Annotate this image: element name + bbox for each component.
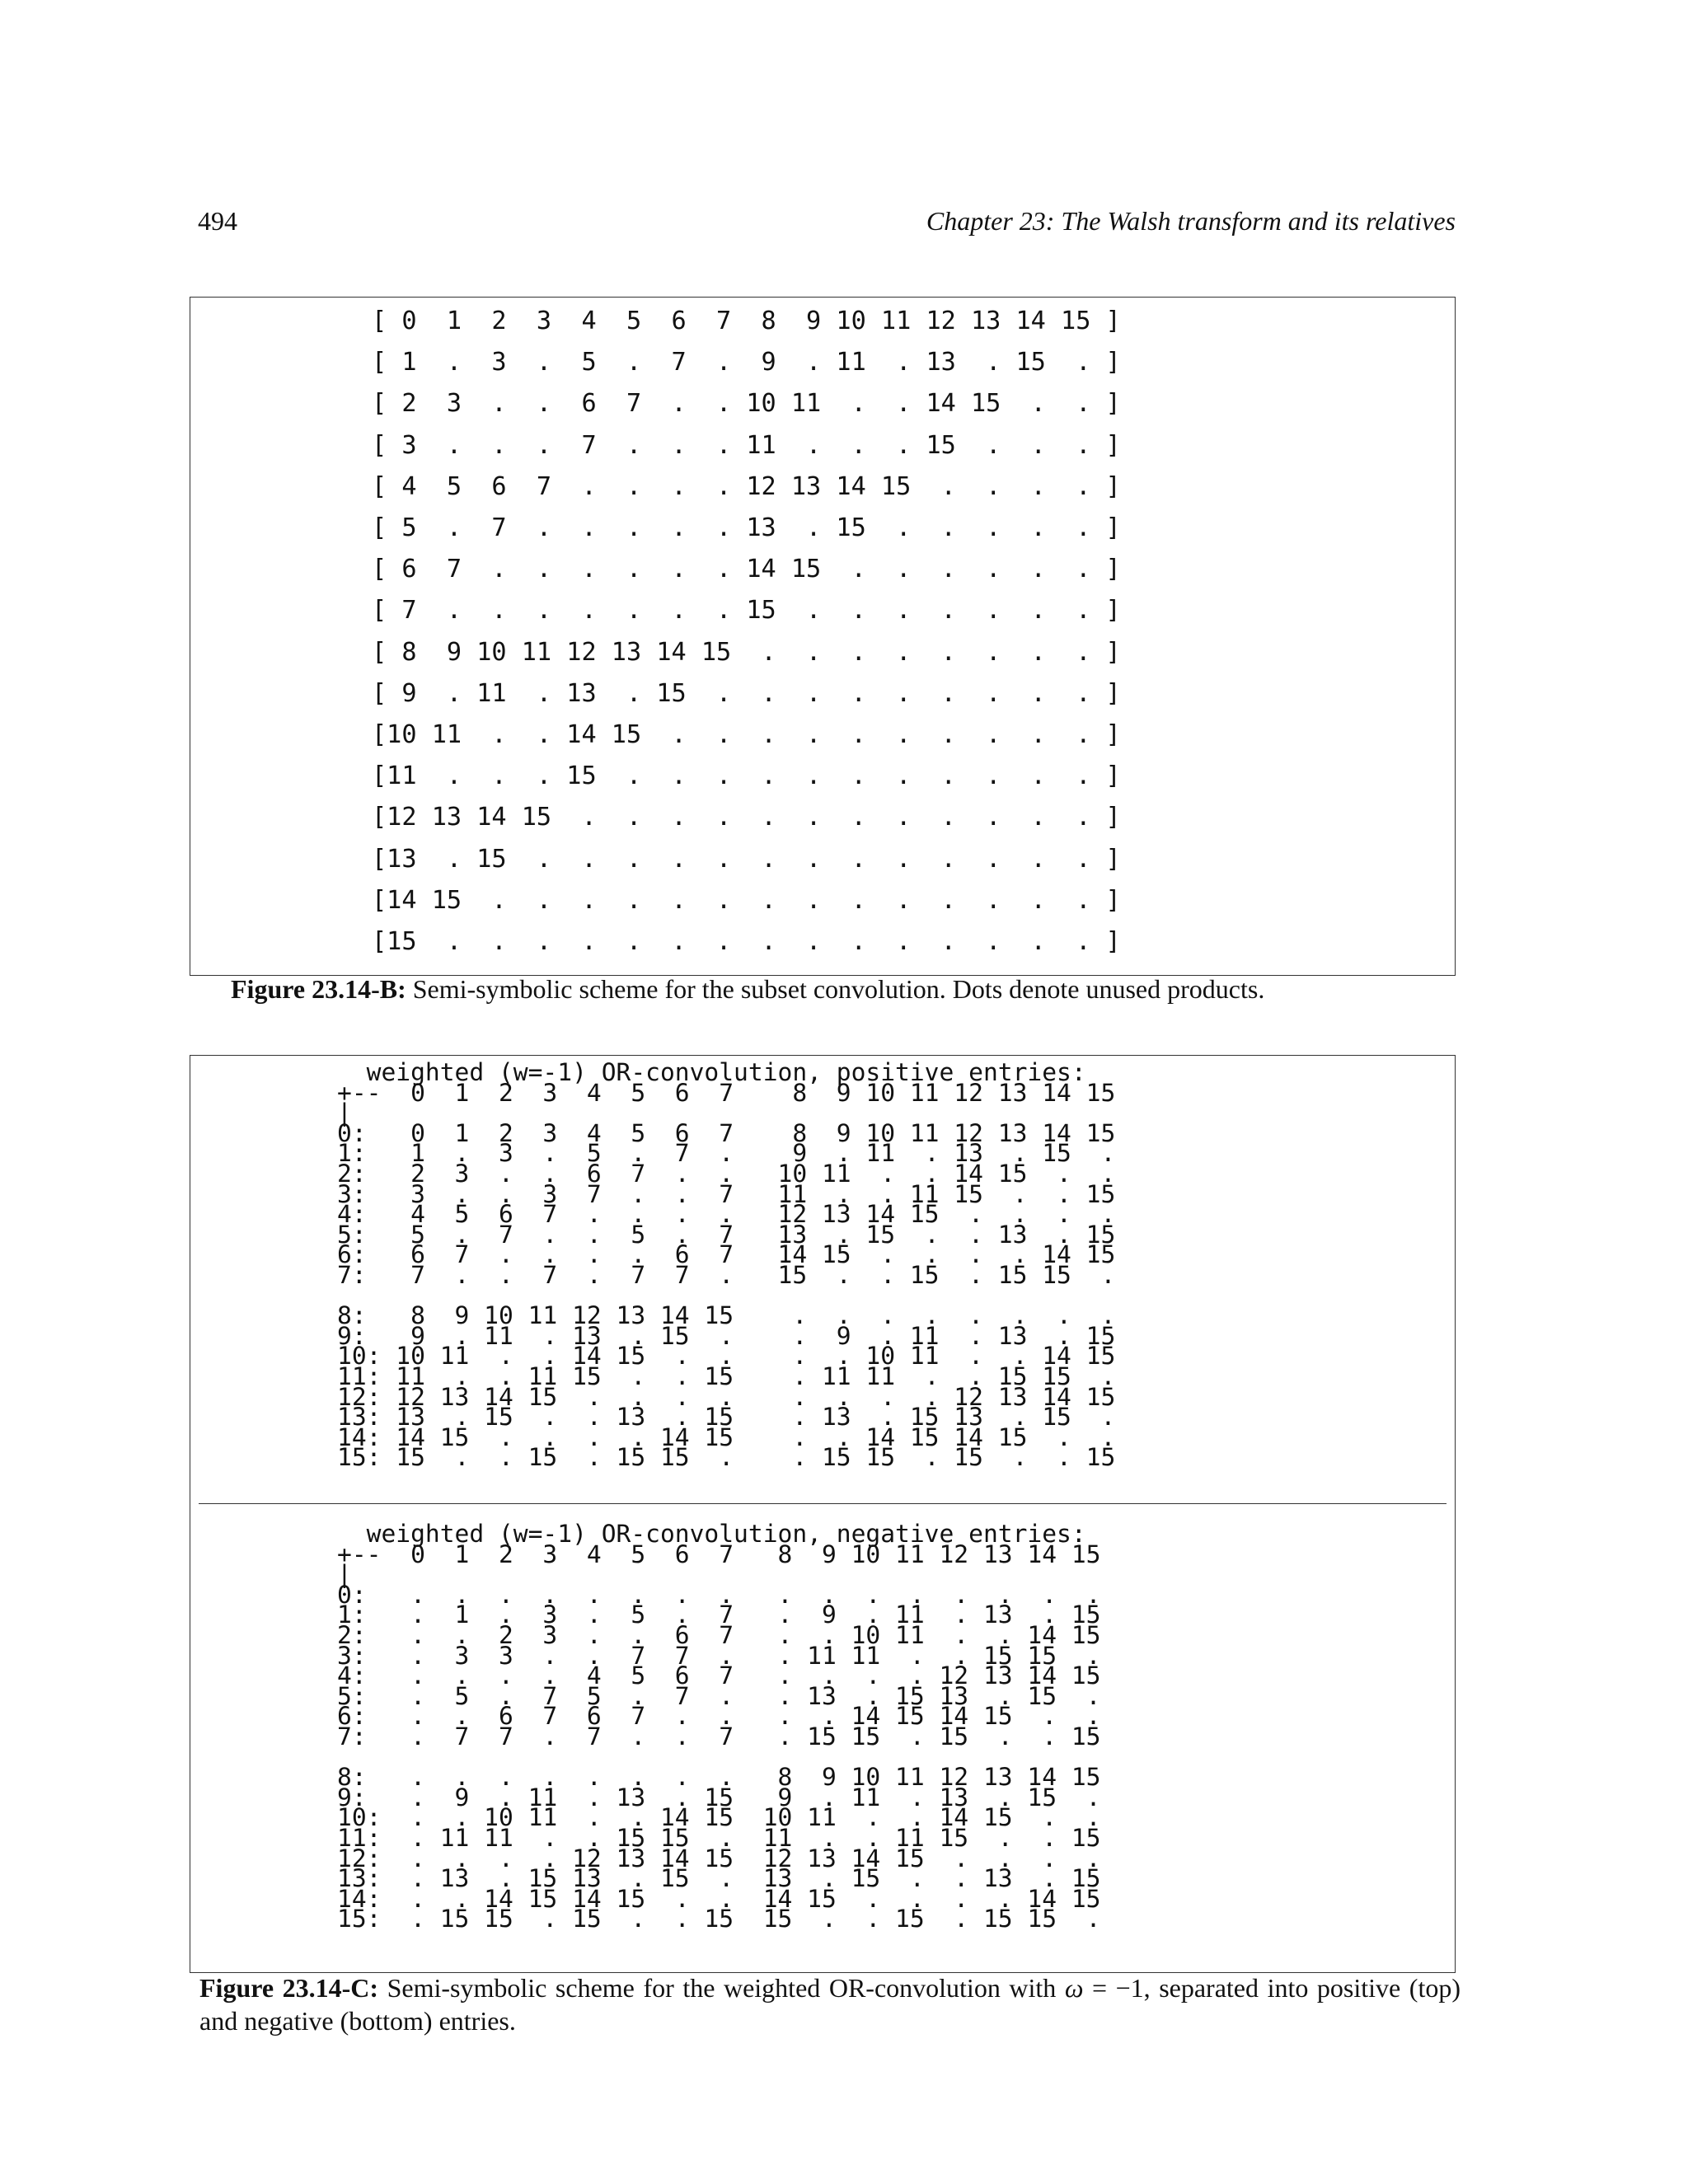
caption-text: Semi-symbolic scheme for the subset convolution. Dots denote unused products. — [406, 974, 1265, 1004]
figure-23-14-c-caption — [199, 1971, 1461, 2037]
figure-23-14-b-box — [190, 297, 1456, 976]
caption-text-part-2: = −1, separated into positive (top) and negative (bottom) entries. — [199, 1973, 1461, 2036]
caption-text-part-1: Semi-symbolic scheme for the weighted OR-convolution with — [378, 1973, 1065, 2003]
page-number: 494 — [198, 206, 237, 236]
or-convolution-negative-entries: weighted (w=-1) OR-convolution, negative entries: +-- 0 1 2 3 4 5 6 7 8 9 10 11 12 13 14 15 | 0: . . . . . . . . . . . . . . . . 1: . 1 . 3 . 5 . 7 . 9 . 11 . 13 . 15 2: . . 2 3 . . 6 7 . . 10 11 . . 14 15 3: . 3 3 . . 7 7 . . 11 11 . . 15 15 . 4: . . . . 4 5 6 7 . . . . 12 13 14 15 5: . 5 . 7 5 . 7 . . 13 . 15 13 . 15 . 6: . . 6 7 6 7 . . . . 14 15 14 15 . . 7: . 7 7 . 7 . . 7 . 15 15 . 15 . . 15 8: . . . . . . . . 8 9 10 11 12 13 14 15 9: . 9 . 11 . 13 . 15 9 . 11 . 13 . 15 . 10: . . 10 11 . . 14 15 10 11 . . 14 15 . . 11: . 11 11 . . 15 15 . 11 . . 11 15 . . 15 12: . . . . 12 13 14 15 12 13 14 15 . . . . 13: . 13 . 15 13 . 15 . 13 . 15 . . 13 . 15 14: . . 14 15 14 15 . . 14 15 . . . . 14 15 15: . 15 15 . 15 . . 15 15 . . 15 . 15 15 . — [337, 1520, 1101, 1933]
or-convolution-positive-entries: weighted (w=-1) OR-convolution, positive entries: +-- 0 1 2 3 4 5 6 7 8 9 10 11 12 13 14 15 | 0: 0 1 2 3 4 5 6 7 8 9 10 11 12 13 14 15 1: 1 . 3 . 5 . 7 . 9 . 11 . 13 . 15 . 2: 2 3 . . 6 7 . . 10 11 . . 14 15 . . 3: 3 . . 3 7 . . 7 11 . . 11 15 . . 15 4: 4 5 6 7 . . . . 12 13 14 15 . . . . 5: 5 . 7 . . 5 . 7 13 . 15 . . 13 . 15 6: 6 7 . . . . 6 7 14 15 . . . . 14 15 7: 7 . . 7 . 7 7 . 15 . . 15 . 15 15 . 8: 8 9 10 11 12 13 14 15 . . . . . . . . 9: 9 . 11 . 13 . 15 . . 9 . 11 . 13 . 15 10: 10 11 . . 14 15 . . . . 10 11 . . 14 15 11: 11 . . 11 15 . . 15 . 11 11 . . 15 15 . 12: 12 13 14 15 . . . . . . . . 12 13 14 15 13: 13 . 15 . . 13 . 15 . 13 . 15 13 . 15 . 14: 14 15 . . . . 14 15 . . 14 15 14 15 . . 15: 15 . . 15 . 15 15 . . 15 15 . 15 . . 15 — [337, 1058, 1116, 1472]
figure-23-14-b-caption — [231, 972, 1467, 1005]
caption-label: Figure 23.14-B: — [231, 974, 406, 1004]
running-head: Chapter 23: The Walsh transform and its relatives — [926, 206, 1456, 236]
subset-convolution-matrix: [ 0 1 2 3 4 5 6 7 8 9 10 11 12 13 14 15 ] [ 1 . 3 . 5 . 7 . 9 . 11 . 13 . 15 . ] [ 2 3 . . 6 7 . . 10 11 . . 14 15 . . ] [ 3 . . . 7 . . . 11 . . . 15 . . . ] [ 4 5 6 7 . . . . 12 13 14 15 . . . . ] [ 5 . 7 . . . . . 13 . 15 . . . . . ] [ 6 7 . . . . . . 14 15 . . . . . . ] [ 7 . . . . . . . 15 . . . . . . . ] [ 8 9 10 11 12 13 14 15 . . . . . . . . ] [ 9 . 11 . 13 . 15 . . . . . . . . . ] [10 11 . . 14 15 . . . . . . . . . . ] [11 . . . 15 . . . . . . . . . . . ] [12 13 14 15 . . . . . . . . . . . . ] [13 . 15 . . . . . . . . . . . . . ] [14 15 . . . . . . . . . . . . . . ] [15 . . . . . . . . . . . . . . . ] — [372, 307, 1121, 957]
caption-label: Figure 23.14-C: — [199, 1973, 379, 2003]
figure-23-14-c-box — [190, 1055, 1456, 1973]
section-divider — [199, 1503, 1447, 1504]
caption-math-omega: ω — [1064, 1973, 1084, 2003]
